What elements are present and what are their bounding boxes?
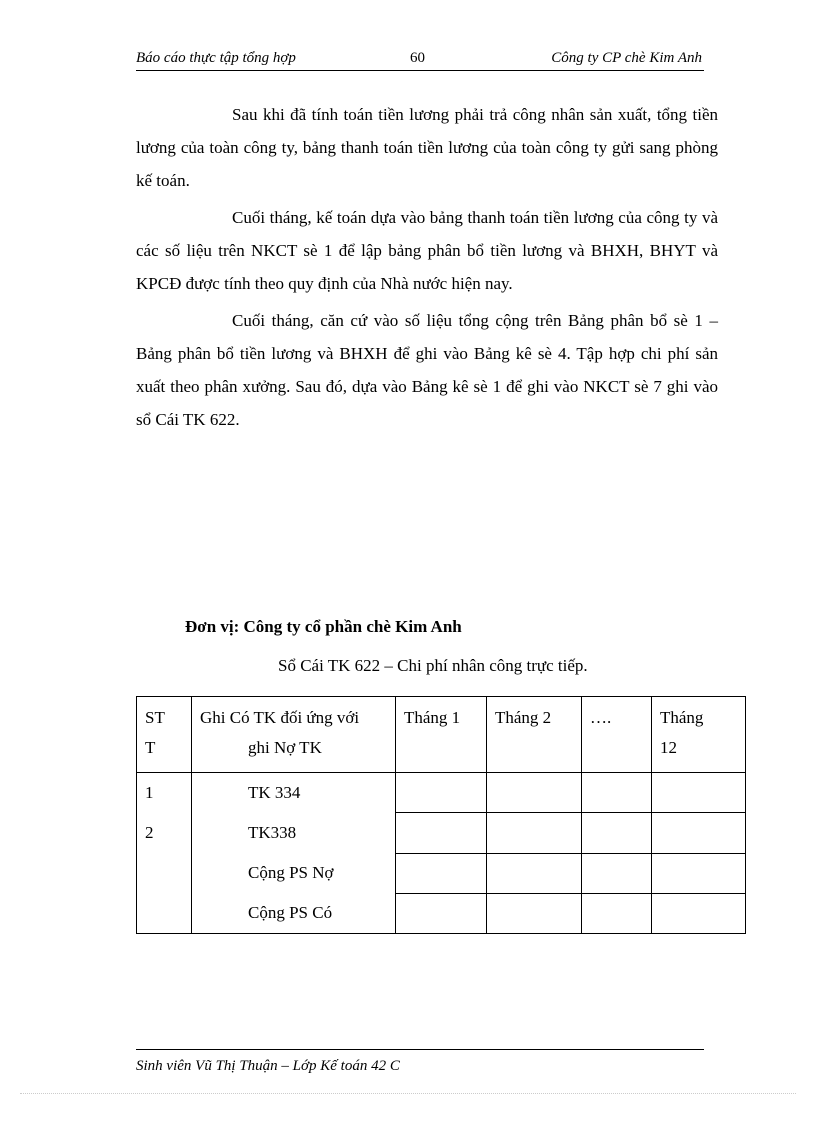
table-cell	[396, 853, 487, 893]
unit-label: Đơn vị: Công ty cổ phần chè Kim Anh	[185, 617, 462, 636]
table-cell	[582, 893, 652, 933]
body-text	[136, 98, 718, 440]
header-stt-line1: ST	[145, 708, 165, 727]
ledger-title: Sổ Cái TK 622 – Chi phí nhân công trực tiếp.	[278, 656, 588, 675]
page-number: 60	[410, 50, 425, 66]
table-cell	[487, 813, 582, 853]
header-report-title: Báo cáo thực tập tổng hợp	[136, 50, 296, 66]
header-company-name: Công ty CP chè Kim Anh	[551, 50, 702, 66]
table-cell	[652, 813, 746, 853]
table-cell	[396, 773, 487, 813]
footer-student-info: Sinh viên Vũ Thị Thuận – Lớp Kế toán 42 C	[136, 1058, 400, 1074]
table-cell	[396, 813, 487, 853]
header-account-line1: Ghi Có TK đối ứng với	[200, 708, 360, 727]
page-bottom-divider	[20, 1093, 796, 1094]
header-month-12-line2: 12	[660, 738, 677, 757]
paragraph-3: Cuối tháng, căn cứ vào số liệu tổng cộng trên Bảng phân bổ sè 1 – Bảng phân bổ tiền lương và BHXH để ghi vào Bảng kê sè 4. Tập hợp chi phí sản xuất theo phân xưởng. Sau đó, dựa vào Bảng kê sè 1 để ghi vào NKCT sè 7 ghi vào sổ Cái TK 622.	[136, 311, 718, 429]
header-stt	[137, 697, 192, 773]
table-cell	[582, 813, 652, 853]
paragraph-1: Sau khi đã tính toán tiền lương phải trả công nhân sản xuất, tổng tiền lương của toàn công ty, bảng thanh toán tiền lương của toàn công ty gửi sang phòng kế toán.	[136, 105, 718, 190]
table-row	[137, 773, 746, 813]
table-cell	[652, 853, 746, 893]
header-account	[192, 697, 396, 773]
account-tk338: TK338	[248, 823, 297, 842]
account-cell	[192, 773, 396, 934]
paragraph-2: Cuối tháng, kế toán dựa vào bảng thanh toán tiền lương của công ty và các số liệu trên NKCT sè 1 để lập bảng phân bổ tiền lương và BHXH, BHYT và KPCĐ được tính theo quy định của Nhà nước hiện nay.	[136, 208, 718, 293]
header-ellipsis: ….	[582, 697, 652, 773]
header-month-12	[652, 697, 746, 773]
header-month-12-line1: Tháng	[660, 708, 704, 727]
table-header-row	[137, 697, 746, 773]
table-cell	[487, 773, 582, 813]
table-cell	[582, 773, 652, 813]
page-footer	[136, 1049, 704, 1075]
stt-1: 1	[145, 783, 154, 802]
table-cell	[487, 853, 582, 893]
stt-cell	[137, 773, 192, 934]
table-cell	[396, 893, 487, 933]
table-cell	[487, 893, 582, 933]
ledger-table	[136, 696, 746, 934]
account-total-debit: Cộng PS Nợ	[248, 863, 334, 882]
table-cell	[582, 853, 652, 893]
header-month-2: Tháng 2	[487, 697, 582, 773]
header-month-1: Tháng 1	[396, 697, 487, 773]
stt-2: 2	[145, 823, 154, 842]
account-total-credit: Cộng PS Có	[248, 903, 333, 922]
account-tk334: TK 334	[248, 783, 301, 802]
table-cell	[652, 893, 746, 933]
header-stt-line2: T	[145, 738, 156, 757]
page-header	[136, 48, 704, 71]
table-cell	[652, 773, 746, 813]
header-account-line2: ghi Nợ TK	[248, 738, 322, 757]
